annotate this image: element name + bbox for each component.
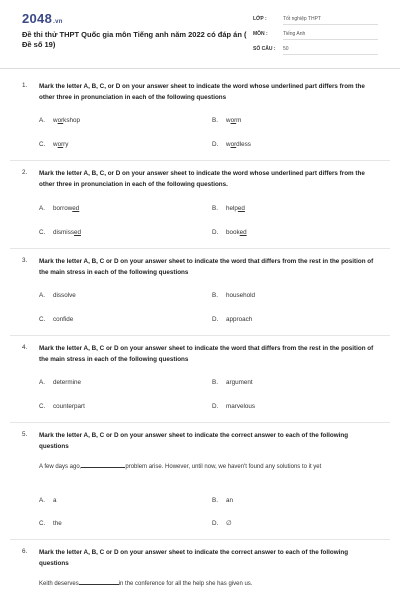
option-a[interactable]: A. determine <box>39 379 82 386</box>
option-c[interactable]: C. counterpart <box>39 403 85 410</box>
logo-text: 2048 <box>22 11 53 26</box>
logo-suffix: .vn <box>53 19 63 25</box>
option-a[interactable]: A. a <box>39 497 57 504</box>
meta-key: SỐ CÂU : <box>253 46 276 52</box>
meta-key: LỚP : <box>253 16 267 22</box>
meta-value: Tiếng Anh <box>283 31 306 37</box>
question-text: Mark the letter A, B, C or D on your answer sheet to indicate the correct answer to each of the following questions <box>39 549 349 567</box>
meta-value: 50 <box>283 46 289 52</box>
meta-key: MÔN : <box>253 31 268 37</box>
option-b[interactable]: B. an <box>212 497 234 504</box>
question-text: Mark the letter A, B, C or D on your answer sheet to indicate the word that differs from the rest in the position of the main stress in each of the following questions <box>39 345 374 363</box>
meta-underline <box>283 39 378 40</box>
answer-blank <box>79 579 119 585</box>
exam-title: Đề thi thử THPT Quốc gia môn Tiếng anh năm 2022 có đáp án ( Đề số 19) <box>22 30 247 49</box>
question-text: Mark the letter A, B, C or D on your answer sheet to indicate the word that differs from the rest in the position of the main stress in each of the following questions <box>39 258 374 276</box>
option-b[interactable]: B. argument <box>212 379 253 386</box>
exam-header <box>0 0 400 69</box>
option-d[interactable]: D. approach <box>212 316 253 323</box>
question-text: Mark the letter A, B, C or D on your answer sheet to indicate the correct answer to each of the following questions <box>39 432 349 450</box>
option-d[interactable]: D. ∅ <box>212 520 232 527</box>
divider <box>10 335 390 336</box>
option-c[interactable]: C. the <box>39 520 62 527</box>
question-number: 1. <box>22 82 28 89</box>
divider <box>10 539 390 540</box>
option-b[interactable]: B. worm <box>212 117 242 124</box>
question-text: Mark the letter A, B, C, or D on your answer sheet to indicate the word whose underlined part differs from the other three in pronunciation in each of the following questions. <box>39 170 365 188</box>
option-d[interactable]: D. booked <box>212 229 247 236</box>
option-c[interactable]: C. confide <box>39 316 74 323</box>
empty-set-icon: ∅ <box>226 520 232 527</box>
site-logo[interactable] <box>22 11 63 26</box>
option-c[interactable]: C. dismissed <box>39 229 82 236</box>
meta-underline <box>283 24 378 25</box>
option-a[interactable]: A. workshop <box>39 117 80 124</box>
meta-underline <box>283 54 378 55</box>
question-number: 4. <box>22 344 28 351</box>
option-b[interactable]: B. helped <box>212 205 245 212</box>
option-a[interactable]: A. dissolve <box>39 292 76 299</box>
option-d[interactable]: D. marvelous <box>212 403 256 410</box>
divider <box>10 160 390 161</box>
divider <box>10 248 390 249</box>
question-number: 6. <box>22 548 28 555</box>
question-number: 2. <box>22 169 28 176</box>
option-a[interactable]: A. borrowed <box>39 205 80 212</box>
question-sentence: A few days ago, problem arise. However, until now, we haven't found any solutions to it yet <box>39 464 322 470</box>
question-number: 3. <box>22 257 28 264</box>
option-c[interactable]: C. worry <box>39 141 69 148</box>
meta-value: Tốt nghiệp THPT <box>283 16 321 22</box>
divider <box>10 422 390 423</box>
option-b[interactable]: B. household <box>212 292 256 299</box>
question-text: Mark the letter A, B, C, or D on your answer sheet to indicate the word whose underlined part differs from the other three in pronunciation in each of the following questions <box>39 83 365 101</box>
option-d[interactable]: D. wordless <box>212 141 251 148</box>
answer-blank <box>81 462 125 468</box>
question-number: 5. <box>22 431 28 438</box>
question-sentence: Keith deserves in the conference for all the help she has given us. <box>39 581 253 587</box>
